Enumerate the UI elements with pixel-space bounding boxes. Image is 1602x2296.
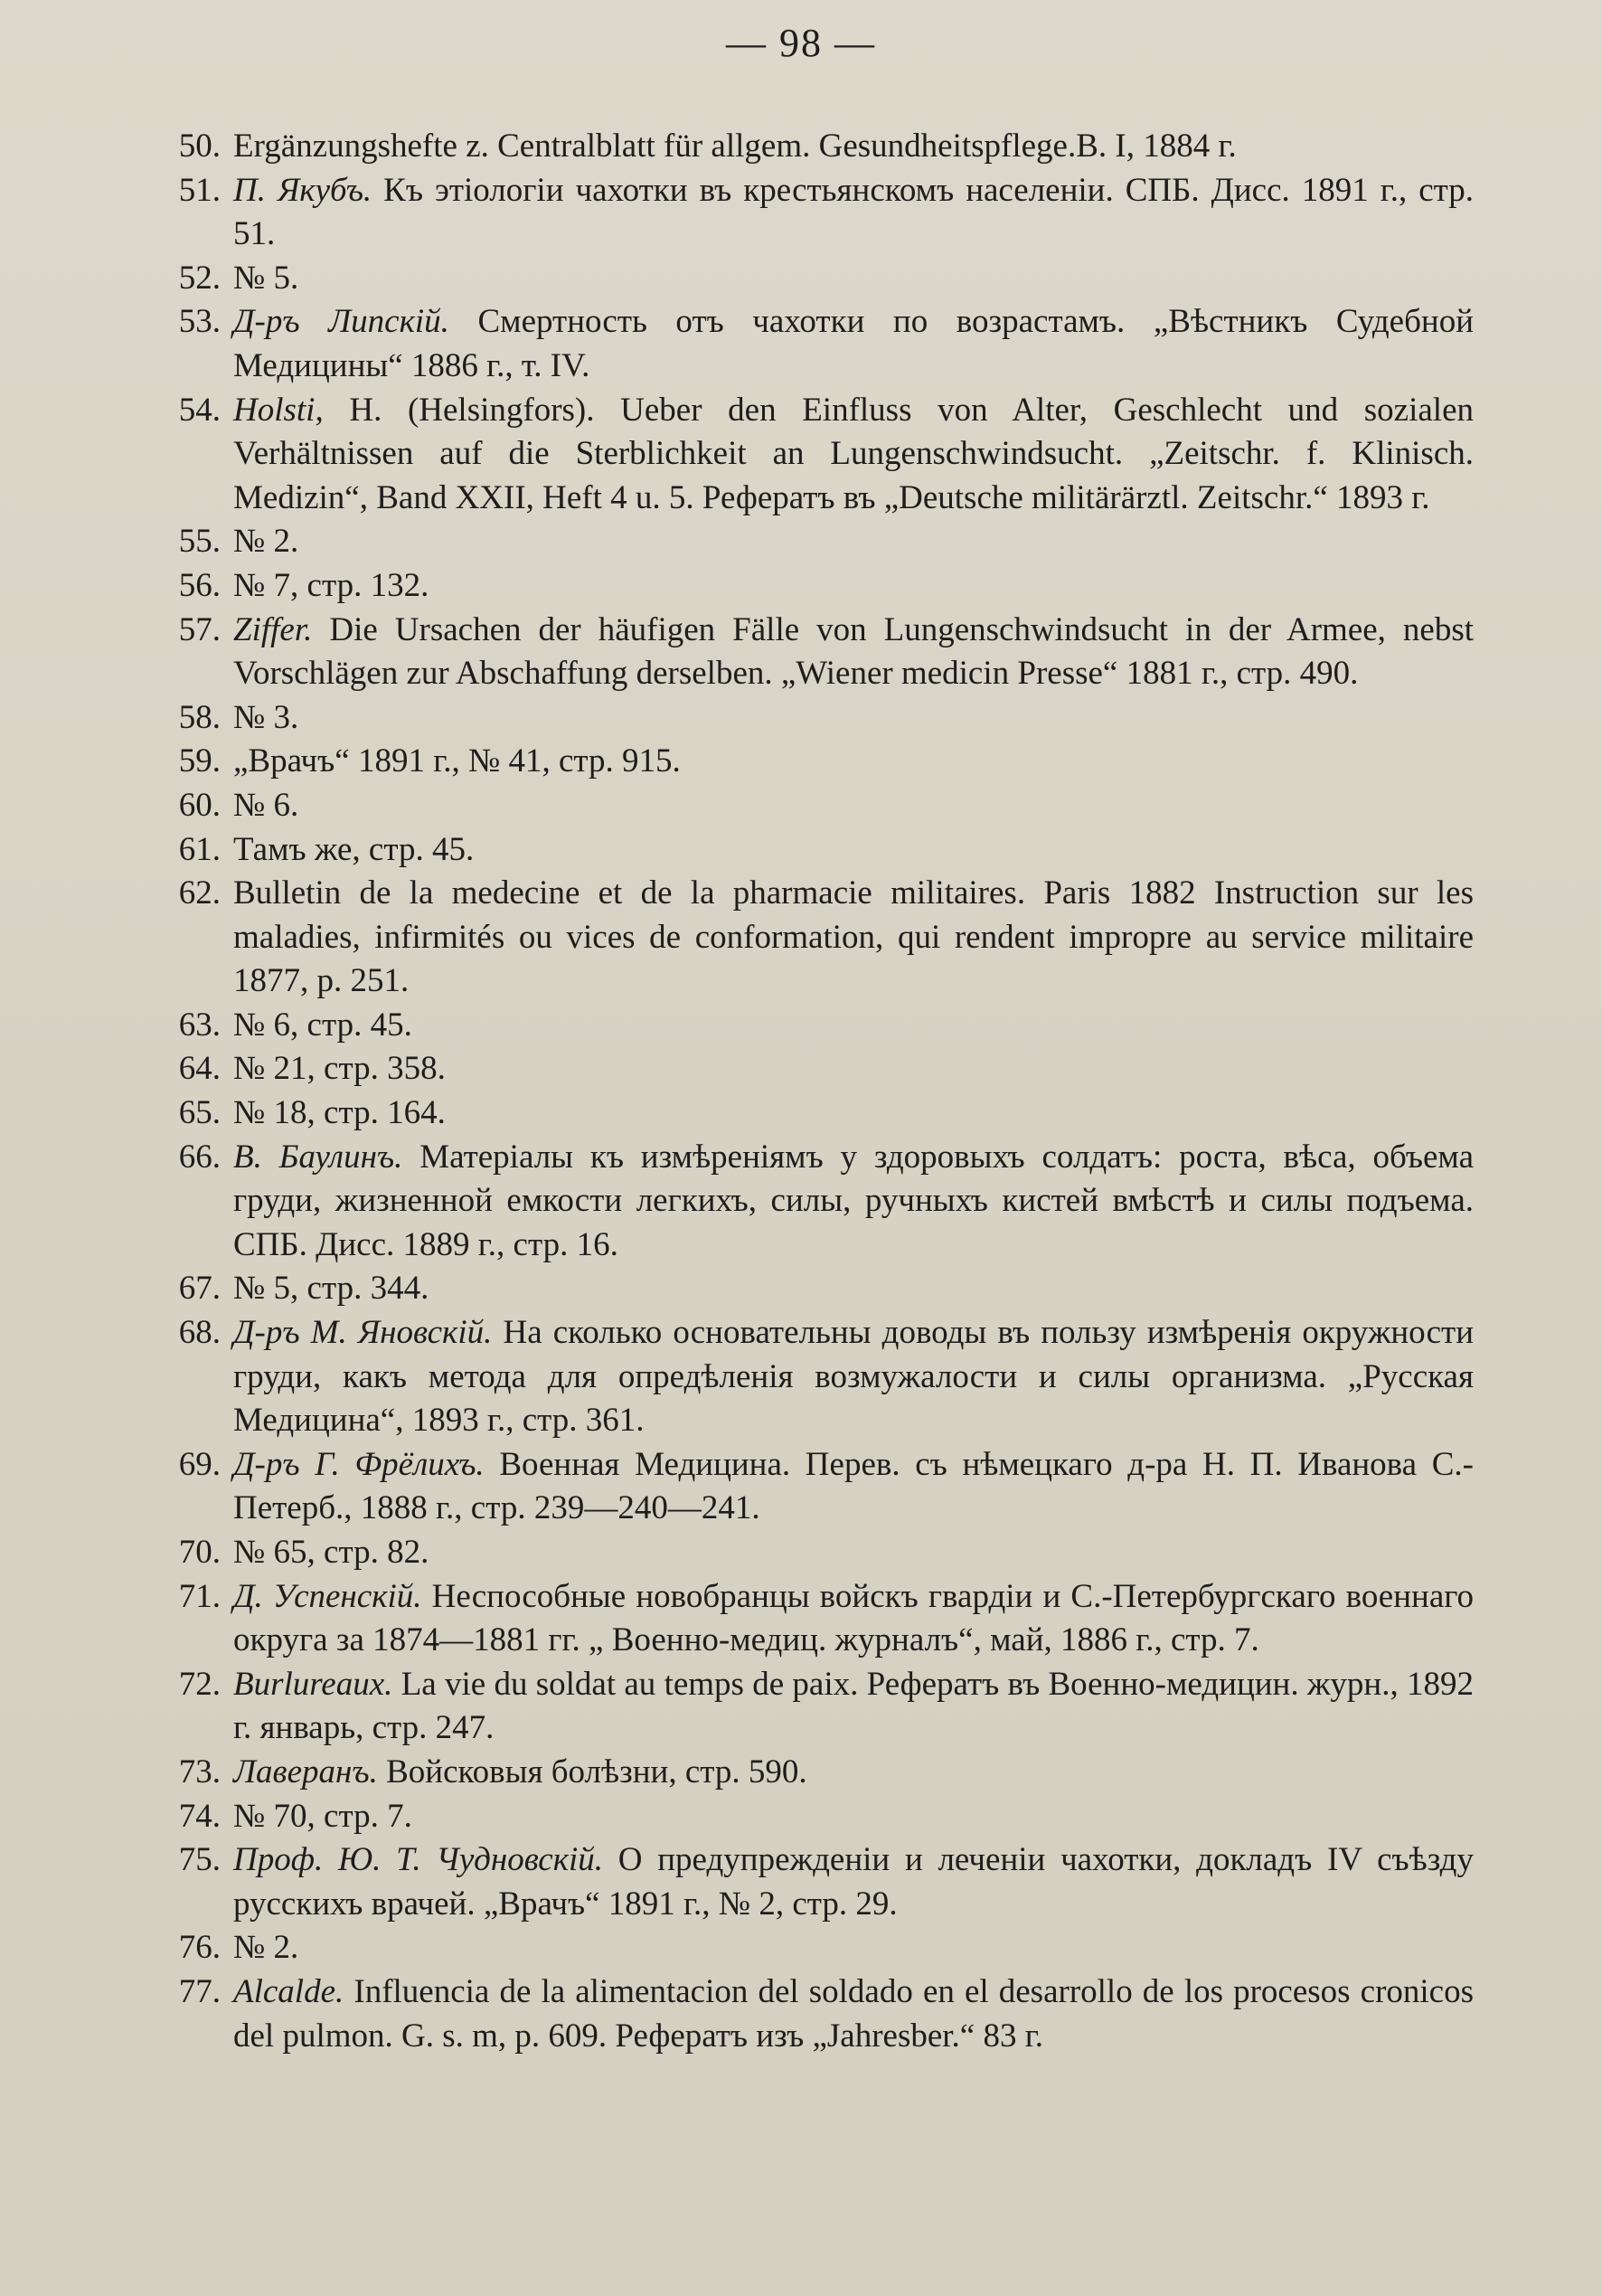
reference-item	[136, 564, 1474, 609]
reference-item	[136, 1531, 1474, 1575]
reference-item	[136, 784, 1474, 828]
reference-body	[233, 1751, 1474, 1795]
reference-author: В. Баулинъ.	[233, 1138, 403, 1176]
reference-text: № 2.	[233, 1929, 299, 1967]
reference-body	[233, 564, 1474, 609]
reference-item	[136, 1047, 1474, 1091]
reference-number: 73.	[178, 1753, 221, 1791]
reference-number: 66.	[178, 1138, 221, 1176]
reference-body	[233, 169, 1474, 257]
reference-number: 56.	[178, 566, 221, 604]
reference-item	[136, 1663, 1474, 1751]
reference-body	[233, 389, 1474, 521]
reference-text: Influencia de la alimentacion del soldado en el desarrollo de los procesos cronicos del pulmon. G. s. m, p. 609. Рефератъ изъ „Jahresber.“ 83 г.	[233, 1972, 1475, 2055]
reference-text: № 5.	[233, 259, 299, 297]
reference-text: Ergänzungshefte z. Centralblatt für allgem. Gesundheitspflege.B. I, 1884 г.	[233, 128, 1237, 165]
reference-author: Д-ръ Г. Фрёлихъ.	[233, 1445, 485, 1483]
reference-text: Неспособные новобранцы войскъ гвардіи и С.-Петербургскаго военнаго округа за 1874—1881 гг. „ Военно-медиц. журналъ“, май, 1886 г., стр. 7.	[233, 1577, 1474, 1659]
reference-item	[136, 740, 1474, 784]
reference-number: 74.	[178, 1797, 221, 1835]
reference-item	[136, 1970, 1474, 2058]
reference-body	[233, 696, 1474, 741]
reference-number: 58.	[178, 698, 221, 736]
reference-author: Д-ръ Липскій.	[233, 303, 449, 341]
reference-number: 62.	[178, 874, 221, 912]
reference-item	[136, 300, 1474, 388]
reference-number: 52.	[178, 259, 221, 297]
reference-number: 70.	[178, 1534, 221, 1571]
reference-body	[233, 1311, 1474, 1443]
reference-author: Проф. Ю. Т. Чудновскій.	[233, 1841, 604, 1879]
reference-number: 77.	[178, 1972, 221, 2010]
reference-text: На сколько основательны доводы въ пользу измѣренія окружности груди, какъ метода для опредѣленія возмужалости и силы организма. „Русская Медицина“, 1893 г., стр. 361.	[233, 1314, 1474, 1440]
reference-text: Къ этіологіи чахотки въ крестьянскомъ населеніи. СПБ. Дисс. 1891 г., стр. 51.	[233, 171, 1475, 253]
reference-item	[136, 1443, 1474, 1531]
reference-text: № 7, стр. 132.	[233, 566, 429, 604]
reference-text: Die Ursachen der häufigen Fälle von Lungenschwindsucht in der Armee, nebst Vorschlägen zur Abschaffung derselben. „Wiener medicin Presse“ 1881 г., стр. 490.	[233, 610, 1475, 693]
reference-item	[136, 1751, 1474, 1795]
reference-body	[233, 1575, 1474, 1663]
reference-body	[233, 1047, 1474, 1091]
reference-author: Д. Успенскій.	[233, 1577, 422, 1615]
reference-number: 54.	[178, 391, 221, 429]
reference-text: La vie du soldat au temps de paix. Рефератъ въ Военно-медицин. журн., 1892 г. январь, стр. 247.	[233, 1665, 1475, 1747]
reference-text: № 65, стр. 82.	[233, 1534, 429, 1571]
reference-author: Alcalde.	[233, 1972, 344, 2010]
reference-body	[233, 609, 1474, 696]
reference-number: 55.	[178, 523, 221, 561]
reference-text: № 21, стр. 358.	[233, 1050, 446, 1088]
reference-body	[233, 1004, 1474, 1048]
reference-number: 60.	[178, 786, 221, 824]
reference-body	[233, 520, 1474, 564]
reference-item	[136, 1795, 1474, 1839]
reference-number: 64.	[178, 1050, 221, 1088]
reference-number: 59.	[178, 742, 221, 780]
reference-body	[233, 1970, 1474, 2058]
reference-number: 53.	[178, 303, 221, 341]
reference-text: „Врачъ“ 1891 г., № 41, стр. 915.	[233, 742, 681, 780]
reference-text: Военная Медицина. Перев. съ нѣмецкаго д-ра Н. П. Иванова С.-Петерб., 1888 г., стр. 239—240—241.	[233, 1445, 1474, 1527]
reference-number: 75.	[178, 1841, 221, 1879]
reference-number: 68.	[178, 1314, 221, 1352]
reference-text: О предупрежденіи и леченіи чахотки, докладъ IV съѣзду русскихъ врачей. „Врачъ“ 1891 г., № 2, стр. 29.	[233, 1841, 1475, 1923]
reference-number: 57.	[178, 610, 221, 648]
reference-body	[233, 1443, 1474, 1531]
reference-body	[233, 125, 1474, 169]
reference-body	[233, 828, 1474, 873]
reference-text: Bulletin de la medecine et de la pharmacie militaires. Paris 1882 Instruction sur les maladies, infirmités ou vices de conformation, qui rendent impropre au service militaire 1877, p. 251.	[233, 874, 1474, 1000]
reference-list	[136, 125, 1474, 2058]
reference-body	[233, 1136, 1474, 1268]
reference-item	[136, 1267, 1474, 1311]
reference-text: № 6, стр. 45.	[233, 1006, 412, 1044]
reference-number: 51.	[178, 171, 221, 209]
reference-body	[233, 1267, 1474, 1311]
reference-text: № 2.	[233, 523, 299, 561]
reference-author: Д-ръ М. Яновскій.	[233, 1314, 493, 1352]
reference-number: 72.	[178, 1665, 221, 1703]
reference-item	[136, 872, 1474, 1004]
reference-number: 63.	[178, 1006, 221, 1044]
reference-item	[136, 1838, 1474, 1926]
reference-item	[136, 257, 1474, 301]
reference-number: 50.	[178, 128, 221, 165]
reference-text: Матеріалы къ измѣреніямъ у здоровыхъ солдатъ: роста, вѣса, объема груди, жизненной емкости легкихъ, силы, ручныхъ кистей вмѣстѣ и силы подъема. СПБ. Дисс. 1889 г., стр. 16.	[233, 1138, 1475, 1263]
reference-text: Тамъ же, стр. 45.	[233, 830, 475, 868]
reference-item	[136, 828, 1474, 873]
reference-item	[136, 169, 1474, 257]
reference-number: 65.	[178, 1094, 221, 1132]
reference-text: № 18, стр. 164.	[233, 1094, 446, 1132]
reference-number: 67.	[178, 1270, 221, 1308]
reference-item	[136, 1575, 1474, 1663]
reference-body	[233, 300, 1474, 388]
reference-body	[233, 257, 1474, 301]
reference-text: H. (Helsingfors). Ueber den Einfluss von Alter, Geschlecht und sozialen Verhältnissen auf die Sterblichkeit an Lungenschwindsucht. „Zeitschr. f. Klinisch. Medizin“, Band XXII, Heft 4 u. 5. Рефератъ въ „Deutsche militärärztl. Zeitschr.“ 1893 г.	[233, 391, 1474, 516]
reference-item	[136, 1926, 1474, 1970]
reference-item	[136, 1136, 1474, 1268]
reference-body	[233, 1838, 1474, 1926]
reference-number: 61.	[178, 830, 221, 868]
reference-item	[136, 609, 1474, 696]
reference-item	[136, 389, 1474, 521]
reference-body	[233, 1531, 1474, 1575]
reference-body	[233, 1091, 1474, 1136]
reference-item	[136, 1004, 1474, 1048]
reference-item	[136, 696, 1474, 741]
reference-author: Ziffer.	[233, 610, 313, 648]
reference-number: 76.	[178, 1929, 221, 1967]
reference-number: 71.	[178, 1577, 221, 1615]
reference-body	[233, 1795, 1474, 1839]
reference-item	[136, 1311, 1474, 1443]
reference-number: 69.	[178, 1445, 221, 1483]
reference-text: № 3.	[233, 698, 299, 736]
reference-body	[233, 740, 1474, 784]
reference-item	[136, 125, 1474, 169]
reference-body	[233, 872, 1474, 1004]
reference-author: П. Якубъ.	[233, 171, 372, 209]
reference-author: Holsti,	[233, 391, 324, 429]
reference-item	[136, 520, 1474, 564]
reference-body	[233, 784, 1474, 828]
reference-text: № 5, стр. 344.	[233, 1270, 429, 1308]
reference-body	[233, 1663, 1474, 1751]
page-number: — 98 —	[726, 21, 876, 65]
reference-item	[136, 1091, 1474, 1136]
reference-author: Лаверанъ.	[233, 1753, 378, 1791]
reference-text: Войсковыя болѣзни, стр. 590.	[386, 1753, 807, 1791]
reference-text: Смертность отъ чахотки по возрастамъ. „Вѣстникъ Судебной Медицины“ 1886 г., т. IV.	[233, 303, 1474, 384]
reference-author: Burlureaux.	[233, 1665, 393, 1703]
reference-text: № 70, стр. 7.	[233, 1797, 412, 1835]
reference-body	[233, 1926, 1474, 1970]
reference-text: № 6.	[233, 786, 299, 824]
